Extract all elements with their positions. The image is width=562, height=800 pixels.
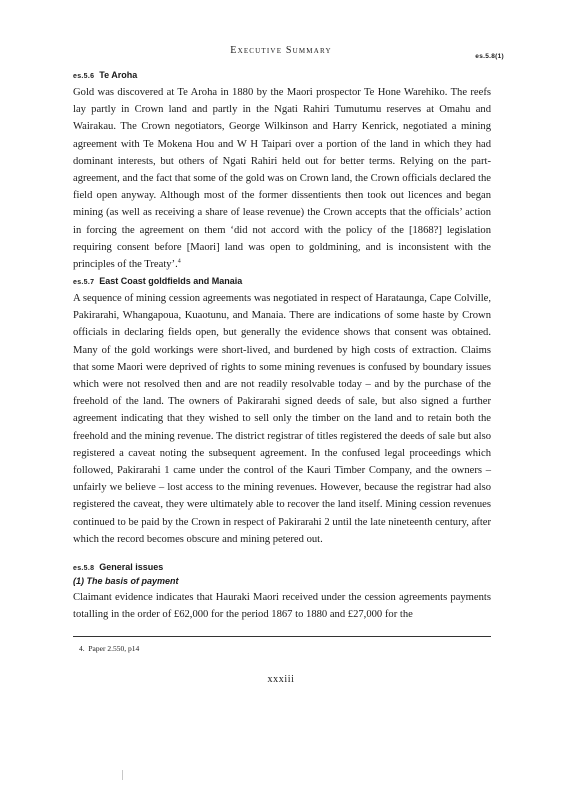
section-title: East Coast goldfields and Manaia xyxy=(99,276,243,286)
paragraph-text: A sequence of mining cession agreements was negotiated in respect of Harataunga, Cape Colville, Pakirarahi, Whangapoua, Kuaotunu, and Manaia. There are indications of some haste by Crown officials in declaring fields open, but generally the evidence shows that consent was obtained. Many of the gold workings were short-lived, and burdened by high costs of extraction. Claims that some Maori were deprived of rights to some mining revenues is confused by boundary issues which were not resolved then and are not readily resolvable today – and by the purchase of the freehold of the land. The owners of Pakirarahi signed deeds of sale, but also signed a further agreement indicating that they wished to sell only the timber on the land and to retain both the freehold and the mining revenue. The district registrar of titles registered the deeds of sale but also registered a caveat noting the subsequent agreement. In the confused legal proceedings which followed, Pakirarahi 1 came under the control of the Kauri Timber Company, and the owners – unfairly we believe – lost access to the mining revenues. However, because the registrar had also registered the caveat, they were ultimately able to recover the land itself. Mining cession revenues continued to be paid by the Crown in respect of Pakirarahi 2 until the late nineteenth century, after which the record becomes obscure and mining petered out. xyxy=(73,293,491,545)
scan-artifact-mark xyxy=(122,770,123,780)
running-header: Executive Summary xyxy=(230,45,332,56)
section-title: Te Aroha xyxy=(99,70,138,80)
section-number: es.5.8 xyxy=(73,565,95,572)
page-number: xxxiii xyxy=(267,674,295,685)
footnote-divider xyxy=(73,636,491,637)
section-heading xyxy=(73,562,491,572)
footnote-number: 4. xyxy=(79,644,85,653)
paragraph-text: Gold was discovered at Te Aroha in 1880 by the Maori prospector Te Hone Warehiko. The reefs lay partly in Crown land and partly in the Ngati Rahiri Tumutumu reserves at Omahu and Wairakau. The Crown negotiators, George Wilkinson and Harry Kenrick, negotiated a mining agreement with Te Mokena Hou and W H Taipari over a portion of the land in which they had dominant interests, but others of Ngati Rahiri held out for better terms. Relying on the part-agreement, and the fact that some of the gold was on Crown land, the Crown officials declared the field open anyway. Although most of the former dissentients then took out licences and began mining (as well as receiving a share of lease revenue) the Crown accepts that the officials’ action in forcing the agreement on them ‘did not accord with the policy of the [1868?] legislation requiring consent before [Maori] land was open to goldmining, and is inconsistent with the principles of the Treaty’. xyxy=(73,87,491,271)
section-heading xyxy=(73,276,491,286)
section-heading xyxy=(73,70,491,80)
section-paragraph xyxy=(73,589,491,623)
section-te-aroha xyxy=(73,70,491,273)
footnote xyxy=(79,644,139,653)
section-number: es.5.6 xyxy=(73,73,95,80)
section-number: es.5.7 xyxy=(73,279,95,286)
section-title: General issues xyxy=(99,562,164,572)
section-paragraph xyxy=(73,84,491,273)
paragraph-text: Claimant evidence indicates that Hauraki Maori received under the cession agreements payments totalling in the order of £62,000 for the period 1867 to 1880 and £27,000 for the xyxy=(73,592,491,621)
section-paragraph xyxy=(73,290,491,548)
footnote-text: Paper 2.550, p14 xyxy=(88,644,140,653)
footnote-reference: 4 xyxy=(177,258,181,265)
section-east-coast-goldfields xyxy=(73,276,491,548)
section-page-reference: es.5.8(1) xyxy=(475,53,504,60)
sub-heading: (1) The basis of payment xyxy=(73,576,179,586)
section-general-issues xyxy=(73,562,491,623)
